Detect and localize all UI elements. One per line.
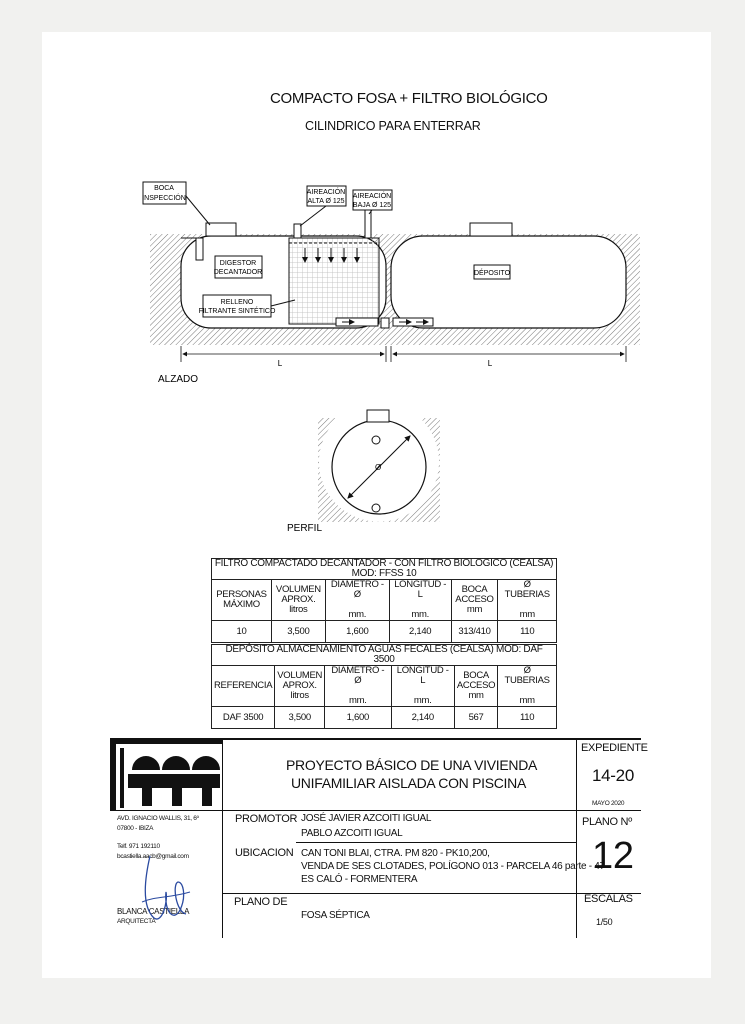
t2-cell: 567: [454, 707, 497, 729]
t1h5a: Ø TUBERIAS: [504, 579, 550, 600]
promotor-line-1: JOSÉ JAVIER AZCOITI IGUAL: [301, 813, 432, 824]
t1-cell: 2,140: [389, 621, 451, 643]
label-alzado: ALZADO: [158, 374, 199, 385]
t1h3b: mm.: [411, 609, 429, 620]
t2-cell: 3,500: [275, 707, 325, 729]
ubicacion-line-3: ES CALÓ - FORMENTERA: [301, 874, 418, 885]
label-relleno-1: RELLENO: [220, 299, 254, 306]
plano-value: 12: [592, 835, 634, 877]
t1h4a: BOCA: [461, 584, 488, 595]
architect-name: BLANCA CASTIELLA: [117, 907, 190, 916]
t1h0a: PERSONAS: [216, 589, 267, 600]
t1h1b: APROX.: [281, 594, 316, 605]
ubicacion-line-2: VENDA DE SES CLOTADES, POLÍGONO 013 - PARCELA 46 parte - 47: [301, 861, 605, 872]
t2-cell: 2,140: [391, 707, 454, 729]
t2h3b: mm.: [413, 695, 432, 706]
label-boca-1: BOCA: [154, 185, 174, 192]
email: bcastiella.aacb@gmail.com: [117, 853, 189, 860]
table2-header-row: [212, 666, 557, 707]
table2-caption: DEPÓSITO ALMACENAMIENTO AGUAS FECALES (CEALSA) MOD: DAF 3500: [212, 645, 557, 666]
address-line-1: AVD. IGNACIO WALLIS, 31, 6º: [117, 815, 199, 822]
drawing-title: COMPACTO FOSA + FILTRO BIOLÓGICO: [270, 90, 548, 107]
label-aer-baja-2: BAJA Ø 125: [352, 202, 392, 209]
label-digestor-1: DIGESTOR: [219, 260, 257, 267]
plano-de-label: PLANO DE: [234, 896, 288, 908]
address-line-2: 07800 - IBIZA: [117, 825, 154, 832]
t2h5b: mm: [519, 695, 535, 706]
label-perfil: PERFIL: [287, 523, 323, 534]
t1h2a: DIAMETRO - Ø: [330, 579, 384, 600]
spec-table-deposit: [211, 644, 557, 729]
expediente-value: 14-20: [592, 766, 634, 785]
deposit-mouth: [470, 223, 512, 236]
t1h1c: litros: [289, 604, 308, 615]
label-relleno-2: FILTRANTE SINTÉTICO: [198, 308, 276, 315]
label-aer-alta-2: ALTA Ø 125: [307, 198, 345, 205]
t1-cell: 1,600: [325, 621, 389, 643]
drawing-subtitle: CILINDRICO PARA ENTERRAR: [305, 119, 481, 133]
t1h5b: mm: [519, 609, 535, 620]
t1h3a: LONGITUD - L: [394, 579, 447, 600]
label-aer-alta-1: AIREACIÓN: [306, 189, 346, 196]
t2h2b: mm.: [349, 695, 367, 706]
biological-filter: [289, 238, 379, 324]
label-diam: Ø: [375, 463, 382, 472]
label-aer-baja-1: AIREACIÓN: [352, 193, 392, 200]
dim-l-1: L: [277, 359, 283, 368]
label-digestor-2: DECANTADOR: [213, 269, 263, 276]
t2h1b: APROX.: [282, 680, 317, 691]
label-boca-2: INSPECCIÓN: [142, 195, 186, 202]
escalas-label: ESCALAS: [584, 893, 633, 905]
inspection-mouth: [206, 223, 236, 236]
t2h0a: REFERENCIA: [214, 680, 273, 691]
t1h2b: mm.: [348, 609, 367, 620]
label-deposito: DÉPOSITO: [473, 270, 511, 277]
plano-label: PLANO Nº: [582, 816, 632, 828]
t2h1c: litros: [290, 690, 309, 701]
expediente-label: EXPEDIENTE: [581, 742, 648, 754]
dim-l-2: L: [487, 359, 493, 368]
t2h4b: ACCESO: [456, 680, 496, 691]
t1-cell: 110: [498, 621, 557, 643]
project-title-2: UNIFAMILIAR AISLADA CON PISCINA: [291, 775, 526, 791]
t2h1a: VOLUMEN: [277, 670, 323, 681]
table1-data-row: [212, 621, 557, 643]
spec-table-filter: [211, 558, 557, 643]
t2-cell: 1,600: [325, 707, 391, 729]
promotor-label: PROMOTOR: [235, 813, 298, 825]
promotor-line-2: PABLO AZCOITI IGUAL: [301, 828, 403, 839]
t2h4c: mm: [468, 690, 484, 701]
t2h2a: DIAMETRO - Ø: [331, 665, 385, 686]
table2-data-row: [212, 707, 557, 729]
architect-role: ARQUITECTA: [117, 918, 156, 925]
t1-cell: 313/410: [451, 621, 498, 643]
t2-cell: 110: [498, 707, 557, 729]
t2-cell: DAF 3500: [212, 707, 275, 729]
escalas-value: 1/50: [596, 917, 613, 927]
date: MAYO 2020: [592, 800, 625, 807]
t2h5a: Ø TUBERIAS: [504, 665, 550, 686]
t1h1a: VOLUMEN: [275, 584, 321, 595]
table1-header-row: [212, 580, 557, 621]
t1h4b: ACCESO: [455, 594, 494, 605]
plano-de-value: FOSA SÉPTICA: [301, 910, 370, 921]
t1-cell: 3,500: [271, 621, 325, 643]
t1h0b: MÁXIMO: [223, 599, 260, 610]
project-title-1: PROYECTO BÁSICO DE UNA VIVIENDA: [286, 757, 538, 773]
t1h4c: mm: [466, 604, 483, 615]
ubicacion-label: UBICACION: [235, 847, 294, 859]
t1-cell: 10: [212, 621, 272, 643]
table1-caption: FILTRO COMPACTADO DECANTADOR - CON FILTRO BIOLOGICO (CEALSA) MOD: FFSS 10: [212, 559, 557, 580]
architect-logo: [110, 738, 222, 810]
signature: [140, 852, 192, 924]
telephone: Telf. 971 192110: [117, 843, 160, 850]
t2h3a: LONGITUD - L: [396, 665, 449, 686]
ubicacion-line-1: CAN TONI BLAI, CTRA. PM 820 - PK10,200,: [301, 848, 490, 859]
t2h4a: BOCA: [463, 670, 489, 681]
storage-tank-shape: [391, 236, 626, 328]
